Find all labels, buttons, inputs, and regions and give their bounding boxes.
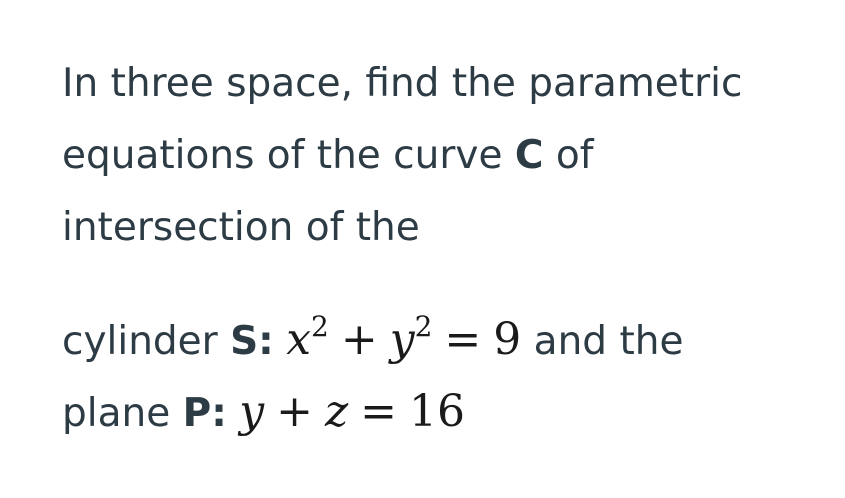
- problem-line-2-end: of: [543, 133, 594, 178]
- paragraph-gap: [62, 264, 822, 304]
- plane-label: P:: [182, 391, 227, 436]
- cylinder-eq-equals: =: [444, 314, 482, 365]
- problem-line-3: [62, 192, 822, 264]
- plane-eq-equals: =: [360, 386, 397, 437]
- cylinder-eq-y: y: [389, 314, 415, 365]
- cylinder-eq-plus: +: [340, 314, 378, 365]
- problem-line-5: [62, 376, 822, 448]
- problem-line-2-text: equations of the curve: [62, 133, 515, 178]
- cylinder-eq-x: x: [286, 314, 312, 365]
- plane-eq-rhs: 16: [409, 386, 465, 437]
- curve-label: C: [514, 133, 544, 178]
- plane-eq-z: z: [324, 386, 349, 437]
- plane-eq-plus: +: [276, 386, 313, 437]
- problem-line-3-text: intersection of the: [62, 205, 420, 250]
- problem-line-4-text: cylinder: [62, 319, 231, 364]
- problem-line-2: [62, 120, 822, 192]
- problem-line-4: [62, 304, 822, 376]
- problem-line-4-end: and the: [521, 319, 684, 364]
- problem-statement: [62, 48, 822, 448]
- problem-line-1-text: In three space, find the parametric: [62, 61, 743, 106]
- cylinder-equation: [286, 310, 522, 365]
- problem-line-5-text: plane: [62, 391, 183, 436]
- cylinder-label: S:: [230, 319, 274, 364]
- cylinder-eq-y-exponent: 2: [414, 310, 433, 343]
- cylinder-eq-x-exponent: 2: [311, 310, 329, 343]
- cylinder-eq-rhs: 9: [493, 314, 522, 365]
- plane-equation: [239, 386, 465, 437]
- plane-eq-y: y: [239, 386, 265, 437]
- problem-line-1: [62, 48, 822, 120]
